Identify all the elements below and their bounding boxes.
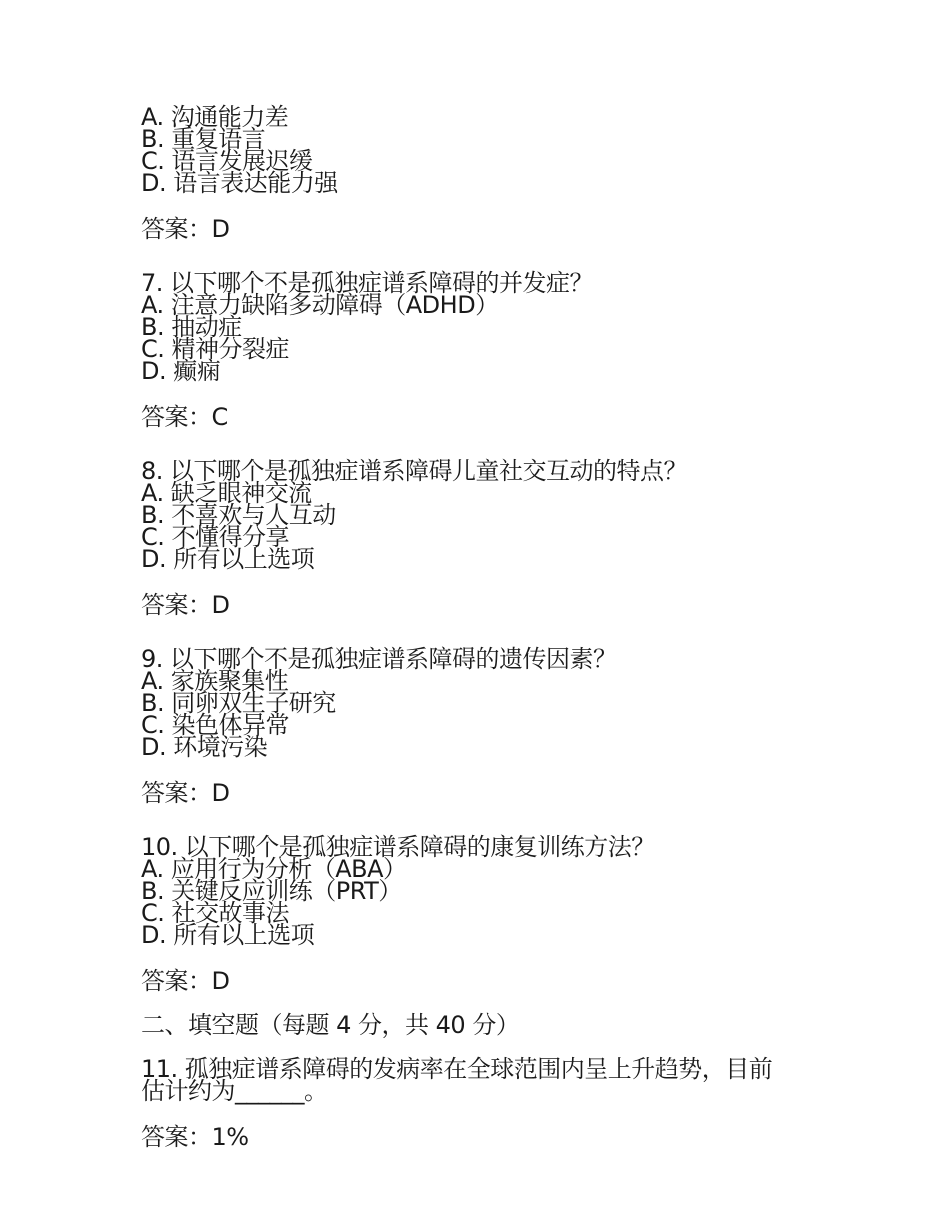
q10-option-a: A. 应用行为分析（ABA） [141,855,407,883]
q6-option-c: C. 语言发展迟缓 [141,147,313,175]
q8-option-c: C. 不懂得分享 [141,523,290,551]
q6-option-a: A. 沟通能力差 [141,103,289,131]
q10-option-c: C. 社交故事法 [141,899,290,927]
q11-text-line-1: 11. 孤独症谱系障碍的发病率在全球范围内呈上升趋势，目前 [141,1055,773,1083]
question-9 [141,645,821,807]
document-page [141,103,821,1151]
question-10 [141,833,821,995]
q9-option-c: C. 染色体异常 [141,711,290,739]
q7-option-d: D. 癫痫 [141,357,221,385]
q6-answer: 答案：D [141,215,230,243]
q7-title: 7. 以下哪个不是孤独症谱系障碍的并发症？ [141,269,594,297]
q7-option-c: C. 精神分裂症 [141,335,290,363]
q7-option-b: B. 抽动症 [141,313,242,341]
section-2-heading: 二、填空题（每题 4 分，共 40 分） [141,1011,520,1039]
q11-text-line-2: 估计约为______。 [141,1077,328,1105]
q10-answer: 答案：D [141,967,230,995]
question-11 [141,1055,821,1151]
q8-option-d: D. 所有以上选项 [141,545,315,573]
question-8 [141,457,821,619]
question-7 [141,269,821,431]
q8-title: 8. 以下哪个是孤独症谱系障碍儿童社交互动的特点？ [141,457,688,485]
q8-option-a: A. 缺乏眼神交流 [141,479,312,507]
q10-option-b: B. 关键反应训练（PRT） [141,877,402,905]
q10-option-d: D. 所有以上选项 [141,921,315,949]
q9-answer: 答案：D [141,779,230,807]
q6-option-b: B. 重复语言 [141,125,266,153]
q8-answer: 答案：D [141,591,230,619]
q9-option-a: A. 家族聚集性 [141,667,289,695]
question-6 [141,103,821,243]
q9-option-d: D. 环境污染 [141,733,268,761]
q6-option-d: D. 语言表达能力强 [141,169,338,197]
q7-option-a: A. 注意力缺陷多动障碍（ADHD） [141,291,499,319]
q8-option-b: B. 不喜欢与人互动 [141,501,336,529]
q7-answer: 答案：C [141,403,228,431]
q10-title: 10. 以下哪个是孤独症谱系障碍的康复训练方法？ [141,833,655,861]
q9-option-b: B. 同卵双生子研究 [141,689,336,717]
q9-title: 9. 以下哪个不是孤独症谱系障碍的遗传因素？ [141,645,617,673]
q11-answer: 答案：1% [141,1123,249,1151]
